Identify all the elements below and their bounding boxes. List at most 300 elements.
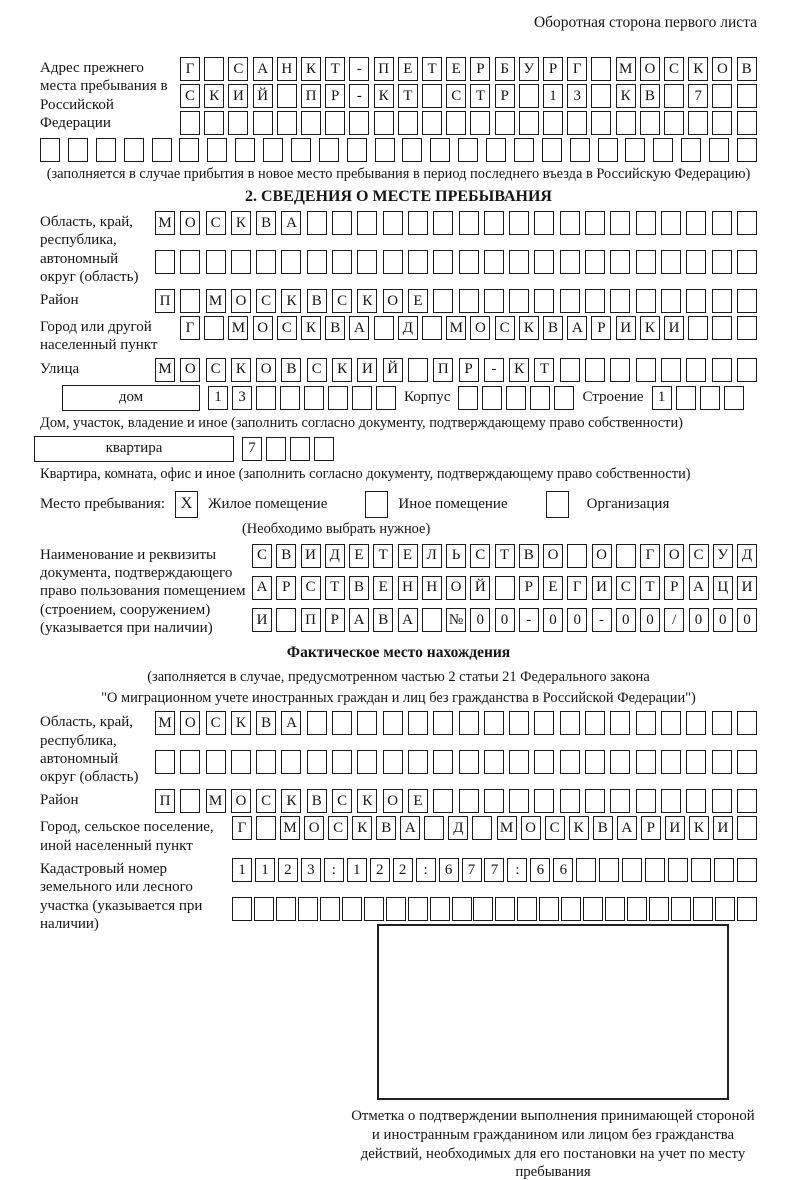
char-box[interactable]: С — [446, 84, 466, 108]
char-box[interactable]: А — [689, 576, 709, 600]
char-box[interactable] — [422, 608, 442, 632]
char-box[interactable]: 0 — [616, 608, 636, 632]
char-box[interactable] — [276, 897, 296, 921]
char-box[interactable]: А — [253, 57, 273, 81]
char-box[interactable]: 1 — [652, 386, 672, 410]
char-box[interactable]: Т — [495, 544, 515, 568]
char-box[interactable]: И — [713, 816, 733, 840]
char-box[interactable] — [517, 897, 537, 921]
char-box[interactable]: П — [301, 608, 321, 632]
char-box[interactable] — [661, 711, 681, 735]
char-box[interactable]: Г — [567, 576, 587, 600]
char-box[interactable] — [433, 789, 453, 813]
char-box[interactable]: С — [664, 57, 684, 81]
char-box[interactable]: И — [592, 576, 612, 600]
char-box[interactable] — [709, 138, 729, 162]
char-box[interactable] — [68, 138, 88, 162]
char-box[interactable]: М — [155, 358, 175, 382]
char-box[interactable]: Д — [398, 316, 418, 340]
char-box[interactable]: 2 — [278, 858, 298, 882]
char-box[interactable] — [484, 250, 504, 274]
char-box[interactable] — [332, 250, 352, 274]
char-box[interactable]: 3 — [301, 858, 321, 882]
char-box[interactable]: Г — [640, 544, 660, 568]
char-box[interactable] — [256, 750, 276, 774]
char-box[interactable]: К — [689, 816, 709, 840]
char-box[interactable] — [506, 386, 526, 410]
char-box[interactable] — [231, 750, 251, 774]
char-box[interactable] — [459, 250, 479, 274]
char-box[interactable]: С — [206, 358, 226, 382]
char-box[interactable] — [424, 816, 444, 840]
char-box[interactable] — [712, 358, 732, 382]
char-box[interactable] — [430, 897, 450, 921]
char-box[interactable]: О — [383, 789, 403, 813]
char-box[interactable]: К — [231, 211, 251, 235]
char-box[interactable] — [576, 858, 596, 882]
char-box[interactable] — [179, 138, 199, 162]
char-box[interactable]: П — [374, 57, 394, 81]
char-box[interactable]: А — [567, 316, 587, 340]
char-box[interactable]: У — [713, 544, 733, 568]
char-box[interactable]: С — [328, 816, 348, 840]
char-box[interactable]: Р — [591, 316, 611, 340]
char-box[interactable] — [509, 711, 529, 735]
char-box[interactable]: 1 — [208, 386, 228, 410]
char-box[interactable]: К — [204, 84, 224, 108]
char-box[interactable] — [686, 211, 706, 235]
char-box[interactable]: О — [543, 544, 563, 568]
char-box[interactable] — [560, 358, 580, 382]
char-box[interactable] — [616, 544, 636, 568]
char-box[interactable]: 0 — [713, 608, 733, 632]
char-box[interactable] — [686, 250, 706, 274]
char-box[interactable] — [519, 84, 539, 108]
char-box[interactable]: Ь — [446, 544, 466, 568]
char-box[interactable] — [610, 211, 630, 235]
char-box[interactable] — [458, 386, 478, 410]
char-box[interactable] — [686, 289, 706, 313]
char-box[interactable]: О — [231, 289, 251, 313]
char-box[interactable]: 0 — [689, 608, 709, 632]
char-box[interactable] — [408, 250, 428, 274]
char-box[interactable]: К — [374, 84, 394, 108]
char-box[interactable] — [408, 358, 428, 382]
char-box[interactable]: Т — [470, 84, 490, 108]
char-box[interactable]: Р — [641, 816, 661, 840]
char-box[interactable]: С — [252, 544, 272, 568]
char-box[interactable]: / — [664, 608, 684, 632]
char-box[interactable] — [737, 250, 757, 274]
char-box[interactable] — [668, 858, 688, 882]
char-box[interactable]: К — [640, 316, 660, 340]
char-box[interactable] — [636, 711, 656, 735]
char-box[interactable] — [585, 289, 605, 313]
char-box[interactable]: Т — [422, 57, 442, 81]
char-box[interactable] — [96, 138, 116, 162]
char-box[interactable]: И — [252, 608, 272, 632]
char-box[interactable]: И — [665, 816, 685, 840]
char-box[interactable]: 0 — [470, 608, 490, 632]
char-box[interactable]: О — [640, 57, 660, 81]
char-box[interactable]: М — [155, 711, 175, 735]
char-box[interactable] — [433, 711, 453, 735]
char-box[interactable]: К — [519, 316, 539, 340]
char-box[interactable] — [653, 138, 673, 162]
char-box[interactable]: 0 — [543, 608, 563, 632]
char-box[interactable]: Д — [448, 816, 468, 840]
char-box[interactable] — [737, 750, 757, 774]
char-box[interactable]: 1 — [347, 858, 367, 882]
char-box[interactable] — [560, 211, 580, 235]
char-box[interactable] — [661, 789, 681, 813]
char-box[interactable] — [509, 211, 529, 235]
char-box[interactable]: 1 — [255, 858, 275, 882]
char-box[interactable] — [636, 250, 656, 274]
char-box[interactable]: Р — [495, 84, 515, 108]
char-box[interactable]: М — [280, 816, 300, 840]
char-box[interactable] — [301, 111, 321, 135]
char-box[interactable] — [375, 138, 395, 162]
char-box[interactable] — [661, 211, 681, 235]
char-box[interactable]: А — [252, 576, 272, 600]
char-box[interactable] — [686, 789, 706, 813]
char-box[interactable] — [591, 57, 611, 81]
char-box[interactable] — [376, 386, 396, 410]
char-box[interactable]: С — [256, 289, 276, 313]
char-box[interactable]: К — [332, 358, 352, 382]
char-box[interactable]: С — [332, 289, 352, 313]
char-box[interactable] — [204, 57, 224, 81]
char-box[interactable] — [681, 138, 701, 162]
char-box[interactable] — [386, 897, 406, 921]
char-box[interactable]: К — [301, 316, 321, 340]
char-box[interactable]: О — [470, 316, 490, 340]
char-box[interactable] — [737, 789, 757, 813]
char-box[interactable] — [567, 111, 587, 135]
char-box[interactable]: В — [307, 289, 327, 313]
char-box[interactable]: Е — [408, 289, 428, 313]
char-box[interactable] — [408, 711, 428, 735]
char-box[interactable]: Р — [325, 84, 345, 108]
char-box[interactable] — [452, 897, 472, 921]
char-box[interactable] — [737, 358, 757, 382]
char-box[interactable] — [640, 111, 660, 135]
char-box[interactable]: И — [301, 544, 321, 568]
char-box[interactable] — [383, 211, 403, 235]
char-box[interactable] — [712, 316, 732, 340]
char-box[interactable]: О — [712, 57, 732, 81]
char-box[interactable] — [693, 897, 713, 921]
char-box[interactable] — [281, 250, 301, 274]
char-box[interactable]: К — [688, 57, 708, 81]
char-box[interactable] — [714, 858, 734, 882]
char-box[interactable]: С — [206, 711, 226, 735]
char-box[interactable] — [473, 897, 493, 921]
char-box[interactable] — [383, 750, 403, 774]
char-box[interactable] — [539, 897, 559, 921]
char-box[interactable] — [509, 289, 529, 313]
char-box[interactable]: И — [357, 358, 377, 382]
char-box[interactable] — [560, 789, 580, 813]
char-box[interactable]: С — [256, 789, 276, 813]
char-box[interactable]: А — [349, 316, 369, 340]
char-box[interactable] — [206, 750, 226, 774]
char-box[interactable] — [712, 111, 732, 135]
char-box[interactable]: С — [470, 544, 490, 568]
char-box[interactable] — [560, 750, 580, 774]
char-box[interactable] — [332, 711, 352, 735]
char-box[interactable] — [591, 111, 611, 135]
char-box[interactable] — [298, 897, 318, 921]
char-box[interactable]: С — [180, 84, 200, 108]
char-box[interactable]: Т — [325, 57, 345, 81]
char-box[interactable]: А — [398, 608, 418, 632]
char-box[interactable]: 6 — [553, 858, 573, 882]
char-box[interactable] — [332, 750, 352, 774]
char-box[interactable] — [232, 897, 252, 921]
char-box[interactable]: 2 — [393, 858, 413, 882]
char-box[interactable] — [204, 111, 224, 135]
char-box[interactable] — [328, 386, 348, 410]
char-box[interactable]: О — [180, 358, 200, 382]
char-box[interactable] — [253, 111, 273, 135]
char-box[interactable] — [610, 789, 630, 813]
char-box[interactable]: И — [664, 316, 684, 340]
char-box[interactable]: 6 — [439, 858, 459, 882]
char-box[interactable] — [486, 138, 506, 162]
char-box[interactable] — [509, 750, 529, 774]
char-box[interactable]: : — [507, 858, 527, 882]
char-box[interactable]: С — [545, 816, 565, 840]
char-box[interactable]: В — [276, 544, 296, 568]
char-box[interactable] — [307, 250, 327, 274]
char-box[interactable] — [459, 750, 479, 774]
char-box[interactable]: Е — [446, 57, 466, 81]
char-box[interactable]: - — [349, 84, 369, 108]
char-box[interactable] — [495, 111, 515, 135]
char-box[interactable]: Ц — [713, 576, 733, 600]
char-box[interactable]: Р — [276, 576, 296, 600]
char-box[interactable]: В — [543, 316, 563, 340]
char-box[interactable] — [543, 111, 563, 135]
char-box[interactable] — [585, 711, 605, 735]
char-box[interactable] — [737, 289, 757, 313]
char-box[interactable] — [610, 750, 630, 774]
char-box[interactable] — [180, 789, 200, 813]
char-box[interactable] — [433, 750, 453, 774]
char-box[interactable] — [459, 711, 479, 735]
char-box[interactable] — [560, 711, 580, 735]
char-box[interactable]: 0 — [640, 608, 660, 632]
char-box[interactable] — [534, 711, 554, 735]
char-box[interactable]: Л — [422, 544, 442, 568]
char-box[interactable]: Т — [640, 576, 660, 600]
char-box[interactable]: Р — [543, 57, 563, 81]
char-box[interactable] — [459, 289, 479, 313]
char-box[interactable]: С — [616, 576, 636, 600]
char-box[interactable] — [307, 750, 327, 774]
char-box[interactable] — [180, 289, 200, 313]
char-box[interactable]: К — [301, 57, 321, 81]
char-box[interactable] — [402, 138, 422, 162]
char-box[interactable] — [408, 211, 428, 235]
char-box[interactable] — [314, 437, 334, 461]
char-box[interactable] — [484, 711, 504, 735]
char-box[interactable] — [625, 138, 645, 162]
char-box[interactable] — [712, 211, 732, 235]
char-box[interactable]: В — [256, 211, 276, 235]
char-box[interactable]: П — [155, 789, 175, 813]
char-box[interactable]: С — [689, 544, 709, 568]
char-box[interactable] — [616, 111, 636, 135]
char-box[interactable]: 3 — [232, 386, 252, 410]
char-box[interactable] — [347, 138, 367, 162]
char-box[interactable]: Б — [495, 57, 515, 81]
char-box[interactable]: О — [231, 789, 251, 813]
char-box[interactable]: : — [416, 858, 436, 882]
char-box[interactable]: Р — [459, 358, 479, 382]
char-box[interactable]: Н — [422, 576, 442, 600]
char-box[interactable]: С — [301, 576, 321, 600]
char-box[interactable]: С — [332, 789, 352, 813]
char-box[interactable]: М — [206, 789, 226, 813]
char-box[interactable] — [307, 711, 327, 735]
char-box[interactable]: Е — [398, 57, 418, 81]
char-box[interactable]: Е — [349, 544, 369, 568]
char-box[interactable]: Н — [277, 57, 297, 81]
char-box[interactable] — [276, 608, 296, 632]
char-box[interactable]: К — [357, 789, 377, 813]
char-box[interactable] — [332, 211, 352, 235]
checkbox-zhiloe-pomeshchenie[interactable]: X — [175, 491, 198, 518]
char-box[interactable]: Т — [373, 544, 393, 568]
char-box[interactable]: П — [301, 84, 321, 108]
char-box[interactable] — [583, 897, 603, 921]
char-box[interactable] — [560, 250, 580, 274]
char-box[interactable]: С — [277, 316, 297, 340]
char-box[interactable] — [530, 386, 550, 410]
char-box[interactable] — [627, 897, 647, 921]
char-box[interactable]: 2 — [370, 858, 390, 882]
char-box[interactable]: В — [376, 816, 396, 840]
char-box[interactable] — [534, 789, 554, 813]
char-box[interactable]: К — [569, 816, 589, 840]
char-box[interactable] — [724, 386, 744, 410]
char-box[interactable]: М — [497, 816, 517, 840]
char-box[interactable] — [281, 750, 301, 774]
char-box[interactable]: К — [281, 289, 301, 313]
char-box[interactable]: О — [253, 316, 273, 340]
char-box[interactable] — [636, 750, 656, 774]
char-box[interactable] — [686, 750, 706, 774]
char-box[interactable]: 6 — [530, 858, 550, 882]
char-box[interactable] — [686, 711, 706, 735]
char-box[interactable] — [383, 711, 403, 735]
char-box[interactable]: К — [231, 711, 251, 735]
char-box[interactable] — [357, 711, 377, 735]
char-box[interactable]: О — [446, 576, 466, 600]
char-box[interactable]: Г — [180, 316, 200, 340]
char-box[interactable] — [534, 750, 554, 774]
char-box[interactable]: О — [304, 816, 324, 840]
char-box[interactable]: Е — [398, 544, 418, 568]
char-box[interactable]: В — [349, 576, 369, 600]
char-box[interactable] — [254, 897, 274, 921]
char-box[interactable]: 1 — [232, 858, 252, 882]
char-box[interactable]: - — [592, 608, 612, 632]
char-box[interactable] — [737, 111, 757, 135]
char-box[interactable]: И — [616, 316, 636, 340]
char-box[interactable]: Й — [253, 84, 273, 108]
char-box[interactable] — [374, 111, 394, 135]
char-box[interactable] — [622, 858, 642, 882]
char-box[interactable] — [737, 211, 757, 235]
char-box[interactable] — [180, 250, 200, 274]
char-box[interactable]: С — [495, 316, 515, 340]
char-box[interactable]: О — [180, 211, 200, 235]
char-box[interactable] — [124, 138, 144, 162]
char-box[interactable] — [560, 289, 580, 313]
char-box[interactable]: 3 — [567, 84, 587, 108]
char-box[interactable]: М — [206, 289, 226, 313]
char-box[interactable] — [737, 84, 757, 108]
char-box[interactable] — [256, 386, 276, 410]
char-box[interactable] — [433, 211, 453, 235]
char-box[interactable] — [561, 897, 581, 921]
char-box[interactable] — [585, 750, 605, 774]
char-box[interactable] — [542, 138, 562, 162]
char-box[interactable] — [383, 250, 403, 274]
char-box[interactable] — [482, 386, 502, 410]
char-box[interactable] — [319, 138, 339, 162]
char-box[interactable] — [534, 289, 554, 313]
char-box[interactable] — [495, 576, 515, 600]
char-box[interactable]: А — [281, 711, 301, 735]
char-box[interactable] — [374, 316, 394, 340]
char-box[interactable] — [671, 897, 691, 921]
char-box[interactable]: Р — [664, 576, 684, 600]
char-box[interactable] — [519, 111, 539, 135]
char-box[interactable] — [152, 138, 172, 162]
char-box[interactable] — [40, 138, 60, 162]
char-box[interactable]: М — [446, 316, 466, 340]
char-box[interactable] — [484, 789, 504, 813]
char-box[interactable] — [688, 316, 708, 340]
char-box[interactable]: Г — [180, 57, 200, 81]
char-box[interactable] — [661, 358, 681, 382]
char-box[interactable]: № — [446, 608, 466, 632]
char-box[interactable] — [408, 897, 428, 921]
char-box[interactable]: - — [349, 57, 369, 81]
char-box[interactable]: 0 — [567, 608, 587, 632]
char-box[interactable] — [567, 544, 587, 568]
char-box[interactable] — [585, 250, 605, 274]
char-box[interactable] — [737, 138, 757, 162]
char-box[interactable] — [280, 386, 300, 410]
char-box[interactable] — [349, 111, 369, 135]
char-box[interactable] — [357, 250, 377, 274]
char-box[interactable] — [433, 289, 453, 313]
char-box[interactable]: С — [228, 57, 248, 81]
char-box[interactable] — [570, 138, 590, 162]
char-box[interactable]: В — [325, 316, 345, 340]
char-box[interactable]: 7 — [688, 84, 708, 108]
char-box[interactable]: К — [281, 789, 301, 813]
char-box[interactable]: В — [307, 789, 327, 813]
char-box[interactable]: С — [307, 358, 327, 382]
char-box[interactable] — [661, 289, 681, 313]
